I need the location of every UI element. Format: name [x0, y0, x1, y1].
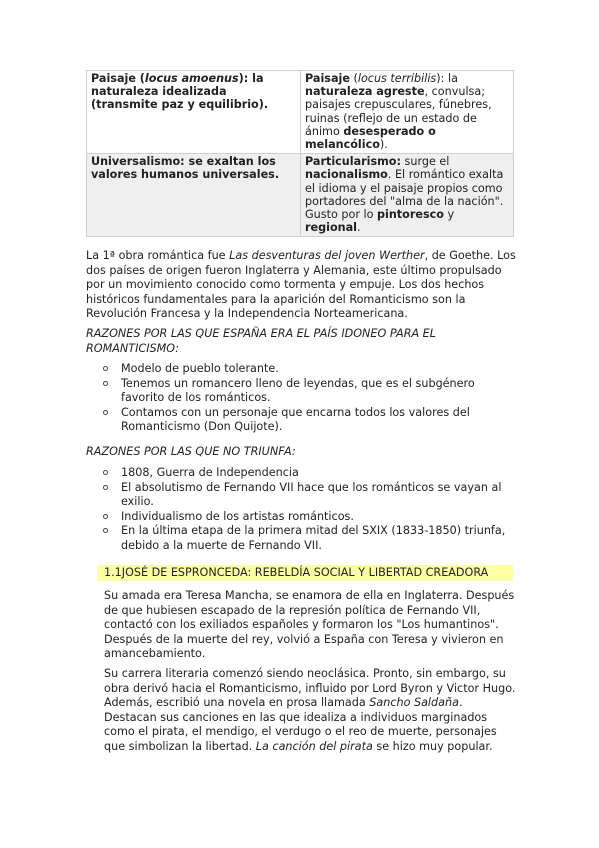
list-item: El absolutismo de Fernando VII hace que los románticos se vayan al exilio.: [86, 481, 516, 510]
list-spain-reasons: [86, 362, 516, 435]
bullet-icon: [103, 514, 108, 519]
comparison-table: [86, 70, 514, 237]
list-item: Contamos con un personaje que encarna todos los valores del Romanticismo (Don Quijote).: [86, 406, 516, 435]
bullet-icon: [103, 381, 108, 386]
espronceda-paragraph-1: Su amada era Teresa Mancha, se enamora de ella en Inglaterra. Después de que hubiesen escapado de la represión política de Fernando VII, contactó con los exiliados españoles y formaron los "Los humantinos". Después de la muerte del rey, volvió a España con Teresa y vivieron en amancebamiento.: [104, 589, 515, 661]
table-row: [87, 71, 514, 154]
section-heading-spain-reasons: RAZONES POR LAS QUE ESPAÑA ERA EL PAÍS IDONEO PARA EL ROMANTICISMO:: [86, 327, 436, 355]
table-row: [87, 154, 514, 237]
table-cell-classic-landscape: Paisaje (locus amoenus): la naturaleza idealizada (transmite paz y equilibrio).: [87, 71, 301, 154]
section-title-espronceda: 1.1JOSÉ DE ESPRONCEDA: REBELDÍA SOCIAL Y LIBERTAD CREADORA: [97, 565, 513, 581]
intro-paragraph: La 1ª obra romántica fue Las desventuras del joven Werther, de Goethe. Los dos países de origen fueron Inglaterra y Alemania, este último propulsado por un movimiento conocido como tormenta y empuje. Los dos hechos históricos fundamentales para la aparición del Romanticismo son la Revolución Francesa y la Independencia Norteamericana.: [86, 249, 516, 321]
table-cell-particularism: Particularismo: surge el nacionalismo. El romántico exalta el idioma y el paisaje propios como portadores del "alma de la nación". Gusto por lo pintoresco y regional.: [301, 154, 514, 237]
list-item: 1808, Guerra de Independencia: [86, 466, 516, 481]
espronceda-paragraph-2: Su carrera literaria comenzó siendo neoclásica. Pronto, sin embargo, su obra derivó hacia el Romanticismo, influido por Lord Byron y Victor Hugo. Además, escribió una novela en prosa llamada Sancho Saldaña. Destacan sus canciones en las que idealiza a individuos marginados como el pirata, el mendigo, el verdugo o el reo de muerte, personajes que simbolizan la libertad. La canción del pirata se hizo muy popular.: [104, 667, 516, 753]
bullet-icon: [103, 410, 108, 415]
bullet-icon: [103, 366, 108, 371]
list-failure-reasons: [86, 466, 516, 554]
bullet-icon: [103, 470, 108, 475]
list-item: Modelo de pueblo tolerante.: [86, 362, 516, 377]
bullet-icon: [103, 528, 108, 533]
list-item: Individualismo de los artistas románticos.: [86, 510, 516, 525]
list-item: En la última etapa de la primera mitad del SXIX (1833-1850) triunfa, debido a la muerte de Fernando VII.: [86, 524, 516, 553]
bullet-icon: [103, 485, 108, 490]
table-cell-universalism: Universalismo: se exaltan los valores humanos universales.: [87, 154, 301, 237]
section-heading-failure-reasons: RAZONES POR LAS QUE NO TRIUNFA:: [86, 445, 296, 458]
table-cell-romantic-landscape: Paisaje (locus terribilis): la naturaleza agreste, convulsa; paisajes crepusculares, fúnebres, ruinas (reflejo de un estado de ánimo desesperado o melancólico).: [301, 71, 514, 154]
list-item: Tenemos un romancero lleno de leyendas, que es el subgénero favorito de los románticos.: [86, 377, 516, 406]
